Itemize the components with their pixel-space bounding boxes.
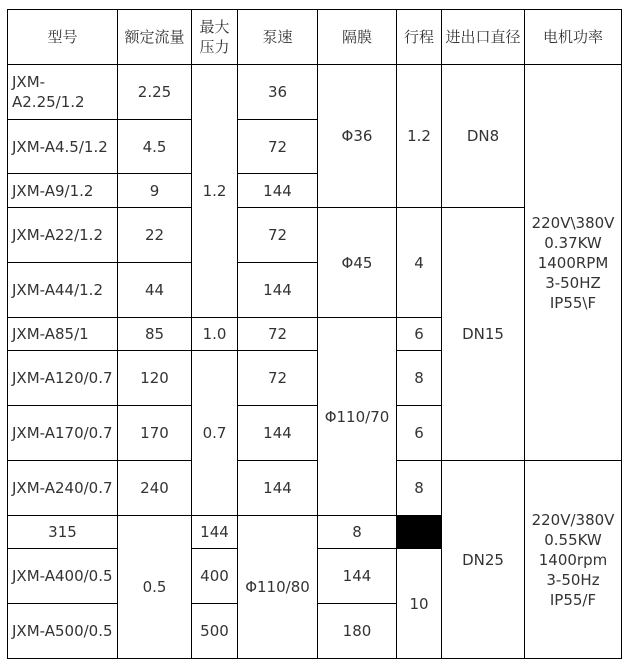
black-filled-cell — [397, 516, 442, 549]
header-row — [8, 10, 622, 65]
pump-speed-cell: 144 — [238, 406, 318, 461]
pump-speed-cell: 144 — [238, 174, 318, 208]
diaphragm-cell: Φ110/80 — [238, 516, 318, 659]
flow-cell: 44 — [118, 263, 192, 318]
motor-power-line: 0.37KW — [544, 233, 602, 252]
header-model: 型号 — [8, 10, 118, 65]
flow-cell: 9 — [118, 174, 192, 208]
stroke-extra-cell: 10 — [397, 549, 442, 659]
model-cell: JXM-A120/0.7 — [8, 351, 118, 406]
flow-cell: 240 — [118, 461, 192, 516]
pump-speed-cell: 36 — [238, 65, 318, 120]
max-pressure-cell: 1.0 — [192, 318, 238, 351]
model-cell: JXM-A22/1.2 — [8, 208, 118, 263]
stroke-cell: 8 — [397, 351, 442, 406]
model-cell: JXM-A44/1.2 — [8, 263, 118, 318]
motor-power-line: 220V/380V — [531, 510, 615, 529]
motor-power-line: 1400rpm — [538, 550, 608, 569]
max-pressure-cell: 0.5 — [118, 516, 192, 659]
model-cell: JXM-A2.25/1.2 — [8, 65, 118, 120]
motor-power-line: 1400RPM — [537, 253, 609, 272]
stroke-cell: 6 — [397, 406, 442, 461]
port-diameter-cell: DN25 — [442, 461, 525, 659]
header-diaphragm: 隔膜 — [318, 10, 397, 65]
stroke-cell: 8 — [397, 461, 442, 516]
flow-cell: 170 — [118, 406, 192, 461]
pump-speed-cell: 72 — [238, 318, 318, 351]
pump-speed-cell: 500 — [192, 604, 238, 659]
table-row — [8, 65, 622, 120]
pump-spec-table — [7, 9, 622, 659]
header-port-diameter: 进出口直径 — [442, 10, 525, 65]
header-pump-speed: 泵速 — [238, 10, 318, 65]
pump-speed-cell: 144 — [238, 461, 318, 516]
table-row — [8, 461, 622, 516]
flow-cell: 120 — [118, 351, 192, 406]
model-cell: JXM-A400/0.5 — [8, 549, 118, 604]
motor-power-line: IP55/F — [549, 590, 597, 609]
stroke-cell: 4 — [397, 208, 442, 318]
model-cell: JXM-A500/0.5 — [8, 604, 118, 659]
pump-speed-cell: 72 — [238, 120, 318, 174]
model-cell: JXM-A9/1.2 — [8, 174, 118, 208]
flow-cell: 315 — [8, 516, 118, 549]
header-stroke: 行程 — [397, 10, 442, 65]
header-max-pressure: 最大压力 — [192, 10, 238, 65]
max-pressure-cell: 1.2 — [192, 65, 238, 318]
diaphragm-cell: Φ110/70 — [318, 318, 397, 516]
stroke-cell: 6 — [397, 318, 442, 351]
motor-power-line: IP55\F — [549, 293, 597, 312]
flow-cell: 85 — [118, 318, 192, 351]
pump-speed-cell: 144 — [192, 516, 238, 549]
model-cell: JXM-A4.5/1.2 — [8, 120, 118, 174]
motor-power-line: 3-50Hz — [546, 570, 600, 589]
model-cell: JXM-A170/0.7 — [8, 406, 118, 461]
max-pressure-cell: 0.7 — [192, 351, 238, 516]
motor-power-line: 3-50HZ — [545, 273, 601, 292]
port-diameter-cell: DN8 — [442, 65, 525, 208]
flow-cell: 2.25 — [118, 65, 192, 120]
diaphragm-cell: Φ45 — [318, 208, 397, 318]
pump-speed-cell: 144 — [238, 263, 318, 318]
motor-power-cell — [525, 65, 622, 461]
model-cell: JXM-A240/0.7 — [8, 461, 118, 516]
diaphragm-cell: Φ36 — [318, 65, 397, 208]
model-cell: JXM-A85/1 — [8, 318, 118, 351]
pump-speed-cell: 72 — [238, 208, 318, 263]
port-diameter-cell: DN15 — [442, 208, 525, 461]
motor-power-cell — [525, 461, 622, 659]
stroke-cell: 180 — [318, 604, 397, 659]
pump-speed-cell: 72 — [238, 351, 318, 406]
pump-speed-cell: 400 — [192, 549, 238, 604]
header-motor-power: 电机功率 — [525, 10, 622, 65]
stroke-cell: 1.2 — [397, 65, 442, 208]
stroke-cell: 8 — [318, 516, 397, 549]
motor-power-line: 0.55KW — [544, 530, 602, 549]
header-rated-flow: 额定流量 — [118, 10, 192, 65]
flow-cell: 22 — [118, 208, 192, 263]
motor-power-line: 220V\380V — [531, 213, 615, 232]
stroke-cell: 144 — [318, 549, 397, 604]
flow-cell: 4.5 — [118, 120, 192, 174]
